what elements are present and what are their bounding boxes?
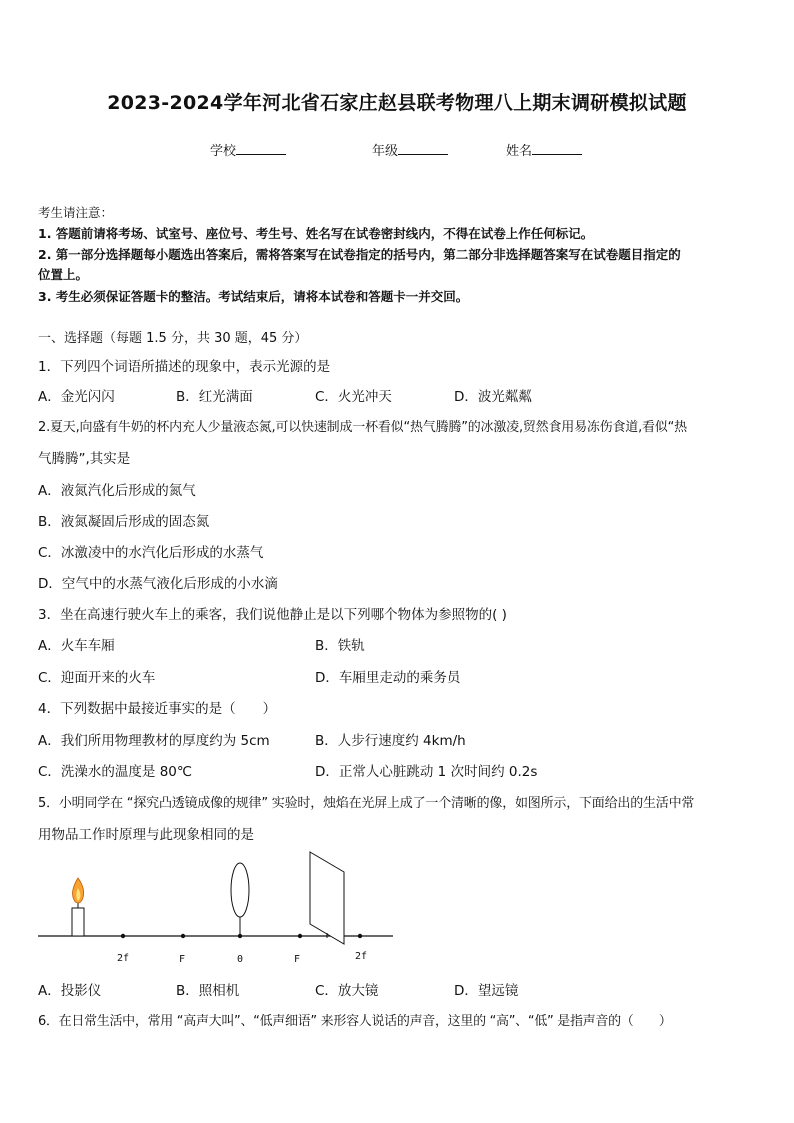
option-c: C．火光冲天 bbox=[315, 389, 392, 405]
notice-heading: 考生请注意： bbox=[38, 205, 114, 220]
point-origin bbox=[238, 934, 242, 938]
notice-item: 3. 考生必须保证答题卡的整洁。考试结束后，请将本试卷和答题卡一并交回。 bbox=[38, 289, 469, 304]
name-label: 姓名 bbox=[506, 144, 533, 159]
question-stem: 4．下列数据中最接近事实的是（ ） bbox=[38, 701, 277, 717]
point-f-left bbox=[181, 934, 185, 938]
option-a: A．火车车厢 bbox=[38, 638, 115, 654]
label-2f-right: 2f bbox=[355, 951, 368, 962]
point-f-right bbox=[298, 934, 302, 938]
label-f-left: F bbox=[179, 954, 186, 965]
label-2f-left: 2f bbox=[117, 953, 130, 964]
question-stem: 3．坐在高速行驶火车上的乘客，我们说他静止是以下列哪个物体为参照物的( ) bbox=[38, 607, 507, 623]
option-d: D．空气中的水蒸气液化后形成的小水滴 bbox=[38, 576, 278, 592]
question-stem: 用物品工作时原理与此现象相同的是 bbox=[38, 827, 254, 843]
option-a: A．金光闪闪 bbox=[38, 389, 115, 405]
option-a: A．液氮汽化后形成的氮气 bbox=[38, 483, 196, 499]
school-field bbox=[210, 140, 286, 159]
option-c: C．迎面开来的火车 bbox=[38, 670, 156, 686]
notice-item: 1. 答题前请将考场、试室号、座位号、考生号、姓名写在试卷密封线内，不得在试卷上作任何标记。 bbox=[38, 226, 594, 241]
question-stem: 5．小明同学在 “探究凸透镜成像的规律” 实验时，烛焰在光屏上成了一个清晰的像，如图所示，下面给出的生活中常 bbox=[38, 796, 695, 811]
notice-item: 2. 第一部分选择题每小题选出答案后，需将答案写在试卷指定的括号内，第二部分非选择题答案写在试卷题目指定的 bbox=[38, 247, 681, 262]
option-c: C．冰激凌中的水汽化后形成的水蒸气 bbox=[38, 545, 264, 561]
point-2f-left bbox=[121, 934, 125, 938]
option-d: D．望远镜 bbox=[454, 983, 519, 999]
option-d: D．正常人心脏跳动 1 次时间约 0.2s bbox=[315, 764, 538, 780]
school-blank bbox=[236, 142, 286, 155]
option-c: C．洗澡水的温度是 80℃ bbox=[38, 764, 193, 780]
option-a: A．投影仪 bbox=[38, 983, 102, 999]
grade-field bbox=[372, 140, 448, 159]
question-stem: 2.夏天,向盛有牛奶的杯内充人少量液态氮,可以快速制成一杯看似“热气腾腾”的冰激凌,贸然食用易冻伤食道,看似“热 bbox=[38, 420, 687, 435]
option-a: A．我们所用物理教材的厚度约为 5cm bbox=[38, 733, 270, 749]
option-b: B．铁轨 bbox=[315, 638, 365, 654]
name-field bbox=[506, 140, 582, 159]
option-b: B．红光满面 bbox=[176, 389, 253, 405]
light-screen bbox=[310, 852, 344, 944]
name-blank bbox=[532, 142, 582, 155]
grade-blank bbox=[398, 142, 448, 155]
question-stem: 1．下列四个词语所描述的现象中，表示光源的是 bbox=[38, 359, 331, 375]
point-2f-right bbox=[358, 934, 362, 938]
option-c: C．放大镜 bbox=[315, 983, 379, 999]
option-d: D．车厢里走动的乘务员 bbox=[315, 670, 461, 686]
question-stem: 6．在日常生活中，常用 “高声大叫”、“低声细语” 来形容人说话的声音，这里的 “高”、“低” 是指声音的（ ） bbox=[38, 1014, 672, 1029]
option-d: D．波光粼粼 bbox=[454, 389, 532, 405]
page-title: 2023-2024学年河北省石家庄赵县联考物理八上期末调研模拟试题 bbox=[107, 92, 687, 114]
lens-experiment-figure bbox=[38, 848, 398, 970]
option-b: B．人步行速度约 4km/h bbox=[315, 733, 466, 749]
school-label: 学校 bbox=[210, 144, 237, 159]
option-b: B．照相机 bbox=[176, 983, 240, 999]
option-b: B．液氮凝固后形成的固态氮 bbox=[38, 514, 210, 530]
candle-icon bbox=[72, 878, 84, 936]
question-stem: 气腾腾”,其实是 bbox=[38, 451, 131, 467]
convex-lens bbox=[231, 863, 249, 917]
grade-label: 年级 bbox=[372, 144, 399, 159]
label-f-right: F bbox=[294, 954, 301, 965]
section-heading: 一、选择题（每题 1.5 分，共 30 题，45 分） bbox=[38, 331, 308, 346]
label-origin: 0 bbox=[237, 954, 244, 965]
notice-item: 位置上。 bbox=[38, 267, 89, 282]
